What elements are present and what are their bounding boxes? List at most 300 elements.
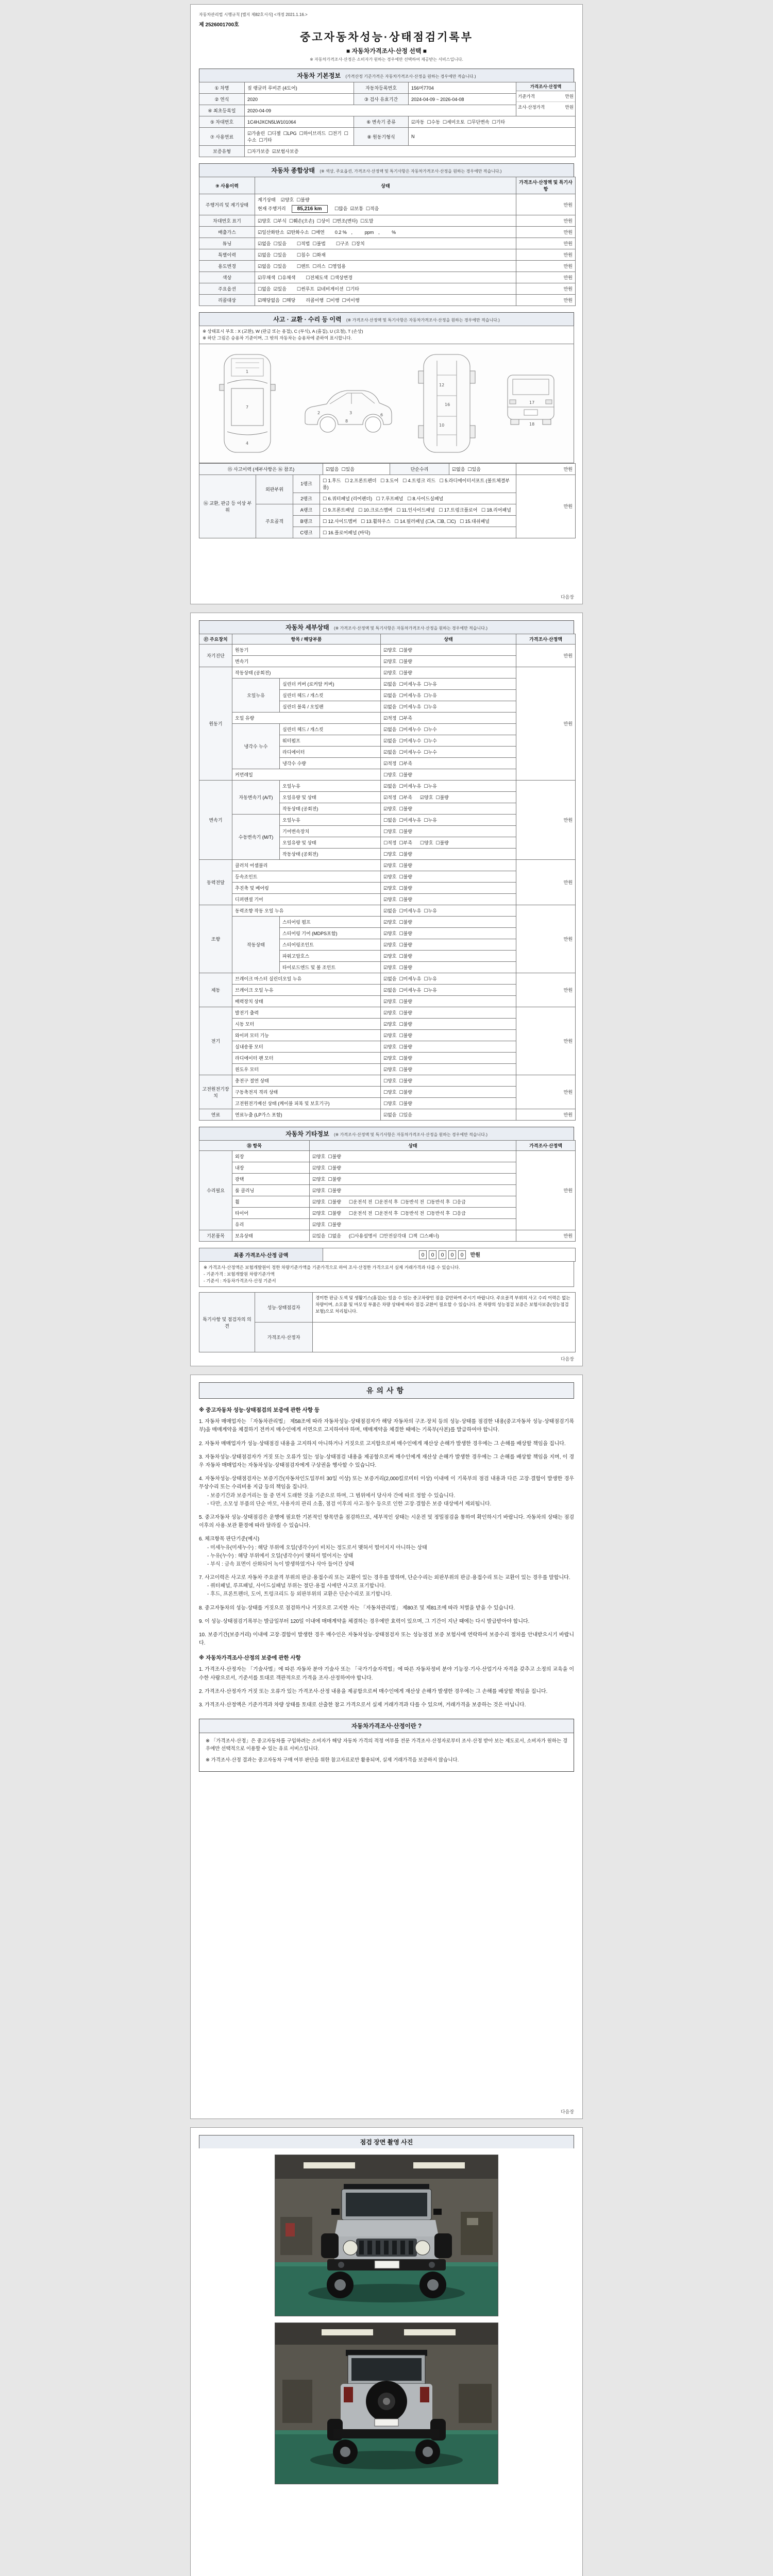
detail-row [199, 1109, 576, 1121]
etc-info-table [199, 1140, 576, 1242]
detail-row [199, 667, 576, 679]
col-price-note: 가격조사·산정액 및 특기사항 [516, 177, 576, 194]
opinion-author-label: 가격조사·산정자 [255, 1323, 313, 1352]
notice-sub-text: - 후드, 프론트펜더, 도어, 트렁크리드 등 외판부위의 교환은 단순수리로 표기합니다. [207, 1591, 392, 1598]
state-cell: ☑양호 ☐불량 [310, 1174, 516, 1185]
transmission-value: ☑자동 ☐수동 ☐세미오토 ☐무단변속 ☐기타 [409, 116, 576, 128]
state-cell: ☑양호 ☐불량 [381, 894, 516, 905]
state-cell: ☑양호 ☐불량 [381, 645, 516, 656]
price-digit: 0 [429, 1250, 436, 1259]
state-cell: ☐적정 ☐부족 ☐양호 ☐불량 [381, 837, 516, 849]
detail-section-bar [199, 620, 574, 634]
overall-row [199, 227, 576, 238]
page-2 [190, 613, 583, 1366]
state-cell: ☑양호 ☐불량 [381, 928, 516, 939]
usage-history-label: 주요옵션 [199, 283, 255, 295]
overall-section-note: (※ 색상, 주요옵션, 가격조사·산정액 및 특기사항은 자동차가격조사·산정을 원하는 경우에만 적습니다.) [320, 169, 502, 174]
vehicle-name-label: ① 차명 [199, 82, 245, 94]
document-number: 제 2526001700호 [199, 22, 239, 28]
price-cell: 만원 [516, 249, 576, 261]
item-label: 고전원전기배선 상태 (케이블 피복 및 보호기구) [232, 1098, 381, 1109]
state-cell: ☑해당없음 ☐해당 리콜이행 ☐이행 ☐미이행 [255, 295, 516, 306]
pricing-notice-item [199, 1701, 574, 1709]
price-cell: 만원 [516, 905, 576, 973]
state-cell: ☑적정 ☐부족 [381, 713, 516, 724]
svg-text:8: 8 [345, 418, 348, 423]
detail-row [199, 973, 576, 985]
detail-row [199, 905, 576, 917]
parts-group-label: 외판부위 [256, 474, 293, 504]
price-box-value: 만원 [565, 105, 574, 110]
notice-item [199, 1631, 574, 1648]
rank-label: B랭크 [293, 515, 320, 527]
item-label: 충전구 절연 상태 [232, 1075, 381, 1087]
price-cell: 만원 [516, 860, 576, 905]
state-cell: ☑양호 ☐불량 [381, 939, 516, 951]
etc-item-label: 외장 [232, 1151, 310, 1162]
photos-section-bar [199, 2135, 574, 2148]
price-cell: 만원 [516, 474, 576, 538]
overall-row [199, 295, 576, 306]
notice-item [199, 1418, 574, 1434]
parts-list: ☐ 1.후드 ☐ 2.프론트펜더 ☐ 3.도어 ☐ 4.트렁크 리드 ☐ 5.라디에이터서포트 (볼트체결부품) [320, 474, 516, 493]
basic-price-box [516, 82, 576, 116]
state-cell: ☐양호 ☐불량 [381, 769, 516, 781]
pricing-notice-text: 3. 가격조사·산정액은 기준가격과 차량 상태를 토대로 산출한 참고 가격으로서 실제 거래가격과 다를 수 있으며, 거래가격을 보증하는 것은 아닙니다. [199, 1702, 526, 1708]
overall-row [199, 272, 576, 283]
item-label: 변속기 [232, 656, 381, 667]
next-page-indicator: 다음장 [560, 1357, 574, 1362]
svg-text:7: 7 [245, 404, 248, 410]
notice-text: 7. 사고이력은 사고로 자동차 주요골격 부위의 판금·용접수리 또는 교환이 있는 경우를 말하며, 단순수리는 외판부위의 판금·용접수리 또는 교환이 있는 경우를 말합니다. [199, 1575, 570, 1581]
price-note-line: - 기준서 : 자동차가격조사·산정 기준서 [204, 1278, 276, 1283]
item-label: 와이퍼 모터 기능 [232, 1030, 381, 1041]
fuel-value: ☑가솔린 ☐디젤 ☐LPG ☐하이브리드 ☐전기 ☐수소 ☐기타 [245, 128, 354, 146]
car-side-view-diagram [298, 349, 396, 457]
pricing-box-body [199, 1733, 574, 1771]
state-cell: ☑없음 ☐미세누유 ☐누유 [381, 985, 516, 996]
inspection-photo-rear [275, 2323, 498, 2484]
usage-history-label: 색상 [199, 272, 255, 283]
accident-history-row [199, 463, 576, 474]
opinion-text [313, 1323, 576, 1352]
state-cell: ☐양호 ☐불량 [381, 826, 516, 837]
state-cell: ☐양호 ☐불량 [381, 1098, 516, 1109]
parts-list: ☐ 12.사이드멤버 ☐ 13.휠하우스 ☐ 14.필러패널 (☐A, ☐B, ☐C) ☐ 15.대쉬패널 [320, 515, 516, 527]
item-label: 구동축전지 격리 상태 [232, 1087, 381, 1098]
etc-section-title: 자동차 기타정보 [285, 1130, 329, 1138]
accident-history-state: ☑없음 ☐있음 [323, 463, 390, 474]
svg-text:4: 4 [245, 440, 248, 446]
state-cell: ☐없음 ☐미세누유 ☐누유 [381, 815, 516, 826]
state-cell: ☑적정 ☐부족 ☑양호 ☐불량 [381, 792, 516, 803]
col-etc-item: ⑱ 항목 [199, 1141, 310, 1151]
notice-text: 10. 보증기간(보증거리) 이내에 고장·결함이 발생한 경우 매수인은 자동차성능·상태점검자 또는 성능점검 보증 보험사에 연락하여 보증수리 절차를 안내받으시기 바랍니다. [199, 1632, 574, 1647]
detail-state-table [199, 634, 576, 1121]
item-label: 시동 모터 [232, 1019, 381, 1030]
item-label: 오일유량 및 상태 [280, 837, 381, 849]
parts-list: ☐ 16.플로어패널 (바닥) [320, 527, 516, 538]
accident-section-note: (※ 가격조사·산정액 및 특기사항은 자동차가격조사·산정을 원하는 경우에만 적습니다.) [346, 318, 500, 323]
col-major-device: ⑰ 주요장치 [199, 634, 232, 645]
legend-line-1: ※ 상태표시 부호 : X (교환), W (판금 또는 용접), C (부식), A (흠집), U (요철), T (손상) [203, 329, 363, 334]
exchanged-parts-table [199, 474, 576, 538]
usage-history-label: 차대번호 표기 [199, 215, 255, 227]
device-subgroup-label: 수동변속기 (M/T) [232, 815, 280, 860]
price-digit: 0 [419, 1250, 427, 1259]
state-cell: ☑양호 ☐불량 [381, 656, 516, 667]
accident-history-table [199, 463, 576, 475]
rank-label: C랭크 [293, 527, 320, 538]
item-label: 파워고압호스 [280, 951, 381, 962]
vehicle-name-value: 짚 랭글러 루비콘 (4도어) [245, 82, 354, 94]
item-label: 타이로드엔드 및 볼 조인트 [280, 962, 381, 973]
inspection-photo-front [275, 2155, 498, 2316]
legend-line-2: ※ 하단 그림은 승용차 기준이며, 그 밖의 자동차는 승용차에 준하여 표시합니다. [203, 335, 352, 341]
state-cell: ☑양호 ☐불량 [381, 917, 516, 928]
device-group-label: 제동 [199, 973, 232, 1007]
item-label: 스티어링조인트 [280, 939, 381, 951]
state-cell: ☑없음 ☐미세누수 ☐누수 [381, 724, 516, 735]
state-cell: ☑없음 ☐미세누유 ☐누유 [381, 905, 516, 917]
page-3 [190, 1375, 583, 2119]
col-item-part: 항목 / 해당부품 [232, 634, 381, 645]
detail-row [199, 1007, 576, 1019]
opinion-section-label: 특기사항 및 점검자의 의견 [199, 1293, 255, 1352]
state-cell: ☑양호 ☐불량 [381, 951, 516, 962]
valid-label: ③ 검사 유효기간 [354, 94, 409, 105]
accident-price-cell: 만원 [516, 463, 576, 474]
state-cell: ☑없음 ☐미세누유 ☐누유 [381, 781, 516, 792]
fuel-label: ⑦ 사용연료 [199, 128, 245, 146]
basic-section-bar [199, 69, 574, 82]
pricing-box-line: ※ 「가격조사·산정」은 중고자동차를 구입하려는 소비자가 해당 자동차 가격의 적정 여부를 전문 가격조사·산정자로부터 조사·산정 받아 보는 제도로서, 소비자가 원하는 경우에만 선택적으로 이용할 수 있는 유료 서비스입니다. [206, 1738, 567, 1752]
state-cell: ☑무채색 ☐유채색 ☐전체도색 ☐색상변경 [255, 272, 516, 283]
notices-title: 유의사항 [199, 1382, 574, 1399]
first-reg-value: 2020-04-09 [245, 105, 516, 116]
final-price-row [199, 1248, 576, 1262]
device-group-label: 자기진단 [199, 645, 232, 667]
etc-row [199, 1151, 576, 1162]
item-label: 연료누출 (LP가스 포함) [232, 1109, 381, 1121]
pricing-notice-text: 2. 가격조사·산정자가 거짓 또는 오류가 있는 가격조사·산정 내용을 제공함으로써 매수인에게 재산상 손해가 발생한 경우에는 그 손해를 배상할 책임을 집니다. [199, 1688, 548, 1694]
col-etc-state: 상태 [310, 1141, 516, 1151]
state-cell: ☑없음 ☐있음 ☐침수 ☐화재 [255, 249, 516, 261]
etc-row [199, 1230, 576, 1242]
price-cell: 만원 [516, 645, 576, 667]
device-group-label: 조향 [199, 905, 232, 973]
valid-value: 2024-04-09 ~ 2026-04-08 [409, 94, 516, 105]
etc-item-label: 유리 [232, 1219, 310, 1230]
state-cell: ☑없음 ☐미세누수 ☐누수 [381, 747, 516, 758]
overall-row [199, 261, 576, 272]
state-cell: ☑없음 ☐미세누유 ☐누유 [381, 973, 516, 985]
accident-section-bar [199, 312, 574, 326]
price-cell: 만원 [516, 261, 576, 272]
item-label: 실내송풍 모터 [232, 1041, 381, 1053]
item-label: 스티어링 펌프 [280, 917, 381, 928]
basic-section-note: (가격산정 기준가격은 자동차가격조사·산정을 원하는 경우에만 적습니다.) [345, 74, 476, 79]
notice-text: 8. 중고자동차의 성능·상태를 거짓으로 점검하거나 거짓으로 고지한 자는 「자동차관리법」 제80조 및 제81조에 따라 처벌을 받을 수 있습니다. [199, 1605, 515, 1611]
state-cell: ☑없음 ☐있음 [381, 1109, 516, 1121]
parts-group-label: 주요골격 [256, 504, 293, 538]
document-subtitle: ■ 자동차가격조사·산정 선택 ■ [346, 47, 427, 55]
first-reg-label: ④ 최초등록일 [199, 105, 245, 116]
state-cell: ☑양호 ☐불량 [381, 1030, 516, 1041]
engine-type-value: N [409, 128, 576, 146]
state-cell: ☑양호 ☐불량 [381, 803, 516, 815]
basic-row-fuel [199, 128, 576, 146]
price-digit: 0 [439, 1250, 446, 1259]
page-4 [190, 2127, 583, 2576]
state-cell: ☑일산화탄소 ☑탄화수소 ☐매연 0.2 %ㅤ,ㅤ ppmㅤ,ㅤ % [255, 227, 516, 238]
price-box-value: 만원 [565, 94, 574, 99]
state-cell: ☑있음 ☐없음 (☐사용설명서 ☐안전삼각대 ☐잭 ☐스패너) [310, 1230, 516, 1242]
device-subgroup-label: 오일누유 [232, 679, 280, 713]
svg-text:3: 3 [349, 410, 352, 415]
state-cell: ☑없음 ☐있음 ☐적법 ☐불법 ☐구조 ☐장치 [255, 238, 516, 249]
price-box-label: 조사·산정가격 [518, 105, 545, 110]
opinion-text: 경미한 판금·도색 및 생활기스(흠집)는 있을 수 있는 중고차량인 점을 감안하여 주시기 바랍니다. 주요골격 부위의 사고 수리 이력은 없는 차량이며, 소모품 및 마모성 부품은 차량 상태에 따라 점검·교환이 필요할 수 있습니다. 본 차량의 성능점검 보증은 보험사보증(성능점검보험)으로 처리됩니다. [313, 1293, 576, 1323]
overall-row [199, 215, 576, 227]
item-label: 오일누유 [280, 815, 381, 826]
notice-text: 4. 자동차성능·상태점검자는 보증기간(자동차인도일부터 30일 이상) 또는 보증거리(2,000킬로미터 이상) 이내에 이 기록부의 점검 내용과 다른 고장·결함이 발생한 경우 무상수리 또는 수리비용 지급 등의 책임을 집니다. [199, 1476, 574, 1490]
item-label: 배력장치 상태 [232, 996, 381, 1007]
notice-text: 9. 이 성능·상태점검기록부는 발급일부터 120일 이내에 매매계약을 체결하는 경우에만 효력이 있으며, 그 기간이 지난 때에는 다시 발급받아야 합니다. [199, 1618, 530, 1624]
item-label: 실린더 헤드 / 개스킷 [280, 690, 381, 701]
detail-section-note: (※ 가격조사·산정액 및 특기사항은 자동차가격조사·산정을 원하는 경우에만 적습니다.) [333, 626, 488, 631]
item-label: 워터펌프 [280, 735, 381, 747]
col-detail-state: 상태 [381, 634, 516, 645]
state-cell: ☑양호 ☐불량 [381, 996, 516, 1007]
device-subgroup-label: 자동변속기 (A/T) [232, 781, 280, 815]
pricing-notice-item [199, 1688, 574, 1696]
opinion-row [199, 1293, 576, 1323]
state-cell: ☐없음 ☑있음 ☐썬루프 ☑네비게이션 ☐기타 [255, 283, 516, 295]
price-cell: 만원 [516, 238, 576, 249]
notice-sub-text: - 누유(누수) : 해당 부위에서 오일(냉각수)이 맺혀서 떨어지는 상태 [207, 1553, 354, 1559]
svg-text:6: 6 [380, 412, 383, 417]
notice-item [199, 1440, 574, 1448]
etc-section-note: (※ 가격조사·산정액 및 특기사항은 자동차가격조사·산정을 원하는 경우에만 적습니다.) [333, 1132, 488, 1137]
pricing-box-title: 자동차가격조사·산정이란 ? [199, 1719, 574, 1733]
page-1 [190, 4, 583, 604]
transmission-label: ⑥ 변속기 종류 [354, 116, 409, 128]
price-cell: 만원 [516, 215, 576, 227]
price-box-rows [516, 91, 575, 112]
device-group-label: 원동기 [199, 667, 232, 781]
item-label: 동력조향 작동 오일 누유 [232, 905, 381, 917]
state-cell: ☐양호 ☐불량 [381, 1075, 516, 1087]
item-label: 작동상태 (공회전) [280, 803, 381, 815]
item-label: 실린더 블록 / 오일팬 [280, 701, 381, 713]
final-price-table [199, 1248, 576, 1262]
exchanged-parts-section-label: ⑯ 교환, 판금 등 이상 부위 [199, 474, 256, 538]
device-group-label: 변속기 [199, 781, 232, 860]
item-label: 윈도우 모터 [232, 1064, 381, 1075]
state-cell: ☑양호 ☐불량 [381, 871, 516, 883]
state-cell: ☑양호 ☐불량 [381, 1041, 516, 1053]
svg-text:16: 16 [444, 402, 450, 407]
year-label: ② 연식 [199, 94, 245, 105]
photos-section-title: 점검 장면 촬영 사진 [360, 2139, 413, 2146]
gauge-state-line: 계기상태 ☑양호 ☐불량 [258, 197, 310, 202]
parts-row [199, 474, 576, 493]
overall-row [199, 194, 576, 215]
item-label: 등속조인트 [232, 871, 381, 883]
pricing-notice-list [199, 1666, 574, 1709]
year-value: 2020 [245, 94, 354, 105]
device-group-label: 동력전달 [199, 860, 232, 905]
state-cell: ☑양호 ☐불량 [381, 1064, 516, 1075]
car-plan-view-diagram [209, 349, 286, 457]
notice-item [199, 1604, 574, 1613]
notice-text: 6. 체크항목 판단기준(예시) [199, 1536, 260, 1543]
state-cell: ☑양호 ☐불량 ☐운전석 전 ☐운전석 후 ☐동반석 전 ☐동반석 후 ☐응급 [310, 1208, 516, 1219]
price-cell: 만원 [516, 1109, 576, 1121]
usage-history-label: 리콜대상 [199, 295, 255, 306]
price-cell: 만원 [516, 1075, 576, 1109]
notice-sub-text: - 미세누유(미세누수) : 해당 부위에 오일(냉각수)이 비치는 정도로서 맺혀서 떨어지지 아니하는 상태 [207, 1545, 427, 1551]
next-page-indicator: 다음장 [560, 2109, 574, 2115]
notice-sub-text: - 보증기간과 보증거리는 둘 중 먼저 도래한 것을 기준으로 하며, 그 범위에서 당사자 간에 따로 정할 수 있습니다. [207, 1493, 456, 1499]
pricing-notice-heading: ※ 자동차가격조사·산정의 보증에 관한 사항 [199, 1655, 301, 1662]
col-state: 상태 [255, 177, 516, 194]
pricing-explainer-box [199, 1719, 574, 1772]
state-cell: ☑양호 ☐부식 ☐훼손(오손) ☐상이 ☐변조(변타) ☐도말 [255, 215, 516, 227]
item-label: 기어변속장치 [280, 826, 381, 837]
subtitle-note: ※ 자동차가격조사·산정은 소비자가 원하는 경우에만 선택하여 제공받는 서비스입니다. [310, 57, 463, 62]
state-cell: ☑양호 ☐불량 [381, 860, 516, 871]
jeep-rear-photo-illustration [275, 2323, 498, 2484]
basic-section-title: 자동차 기본정보 [297, 72, 341, 79]
price-note-line: - 기준가격 : 보험개발원 차량기준가액 [204, 1271, 275, 1277]
item-label: 브레이크 오일 누유 [232, 985, 381, 996]
notice-sub-text: - 다만, 소모성 부품의 단순 마모, 사용자의 관리 소홀, 점검 이후의 사고·침수 등으로 인한 고장·결함은 보증 대상에서 제외됩니다. [207, 1501, 492, 1507]
notice-item [199, 1535, 574, 1569]
etc-section-bar [199, 1127, 574, 1140]
notice-text: 1. 자동차 매매업자는 「자동차관리법」 제58조에 따라 자동차성능·상태점검자가 해당 자동차의 구조·장치 등의 성능·상태를 점검한 내용(중고자동차 성능·상태점검기록부)을 매매계약을 체결하기 전까지 매수인에게 서면으로 고지하여야 하며, 매매계약을 체결한 때에는 기록부(사본)를 발급하여야 합니다. [199, 1419, 574, 1433]
notice-item [199, 1618, 574, 1626]
car-damage-diagram [199, 344, 574, 463]
notices-intro: ※ 중고자동차 성능·상태점검의 보증에 관한 사항 등 [199, 1407, 320, 1414]
svg-text:10: 10 [439, 422, 444, 428]
state-cell: ☑양호 ☐불량 [310, 1219, 516, 1230]
simple-repair-state: ☑없음 ☐있음 [449, 463, 516, 474]
odometer-value: 85,216 km [292, 205, 328, 213]
price-basis-notes [199, 1262, 574, 1287]
notice-text: 5. 중고자동차 성능·상태점검은 운행에 필요한 기본적인 항목만을 점검하므로, 세부적인 상태는 시운전 및 정밀점검을 통하여 확인하시기 바랍니다. 자동차의 상태는 점검 이후의 사용·보관 환경에 따라 달라질 수 있습니다. [199, 1514, 574, 1529]
pricing-box-line: ※ 가격조사·산정 결과는 중고자동차 구매 여부 판단을 위한 참고자료로만 활용되며, 실제 거래가격을 보증하지 않습니다. [206, 1757, 459, 1763]
item-label: 추진축 및 베어링 [232, 883, 381, 894]
svg-text:1: 1 [245, 369, 248, 374]
price-cell: 만원 [516, 295, 576, 306]
notice-text: 2. 자동차 매매업자가 성능·상태점검 내용을 고지하지 아니하거나 거짓으로 고지함으로써 매수인에게 재산상 손해가 발생한 경우에는 그 손해를 배상할 책임을 집니다. [199, 1440, 566, 1447]
regno-label: 자동차등록번호 [354, 82, 409, 94]
opinion-row [199, 1323, 576, 1352]
next-page-indicator: 다음장 [560, 595, 574, 600]
final-price-unit: 만원 [470, 1252, 480, 1258]
state-cell: ☑없음 ☐있음 ☐렌트 ☐리스 ☐영업용 [255, 261, 516, 272]
etc-group-label: 기본품목 [199, 1230, 232, 1242]
usage-history-label: 주행거리 및 계기상태 [199, 194, 255, 215]
state-cell: ☑없음 ☐미세누수 ☐누수 [381, 735, 516, 747]
state-cell [255, 194, 516, 215]
state-cell: ☑양호 ☐불량 [381, 883, 516, 894]
document-title: 중고자동차성능·상태점검기록부 [300, 31, 473, 43]
item-label: 실린더 커버 (로커암 커버) [280, 679, 381, 690]
item-label: 라디에이터 팬 모터 [232, 1053, 381, 1064]
price-cell: 만원 [516, 227, 576, 238]
etc-item-label: 룸 클리닝 [232, 1185, 310, 1196]
warranty-label: 보증유형 [199, 146, 245, 157]
state-cell: ☑양호 ☐불량 [310, 1162, 516, 1174]
state-cell: ☑적정 ☐부족 [381, 758, 516, 769]
etc-item-label: 내장 [232, 1162, 310, 1174]
price-cell: 만원 [516, 283, 576, 295]
accident-section-title: 사고 · 교환 · 수리 등 이력 [273, 316, 342, 323]
notice-sub-text: - 쿼터패널, 루프패널, 사이드실패널 부위는 절단·용접 시에만 사고로 표기합니다. [207, 1583, 386, 1589]
overall-header-row [199, 177, 576, 194]
col-usage-history: ⑨ 사용이력 [199, 177, 255, 194]
price-box-label: 기준가격 [518, 94, 535, 99]
etc-item-label: 휠 [232, 1196, 310, 1208]
price-digit: 0 [448, 1250, 456, 1259]
state-cell: ☑없음 ☐미세누유 ☐누유 [381, 679, 516, 690]
rank-label: 1랭크 [293, 474, 320, 493]
svg-text:12: 12 [439, 382, 444, 387]
usage-history-label: 배출가스 [199, 227, 255, 238]
pricing-notice-item [199, 1666, 574, 1682]
etc-item-label: 타이어 [232, 1208, 310, 1219]
parts-list: ☐ 6.쿼터패널 (리어펜더) ☐ 7.루프패널 ☐ 8.사이드실패널 [320, 493, 516, 504]
rank-label: 2랭크 [293, 493, 320, 504]
simple-repair-label: 단순수리 [390, 463, 449, 474]
item-label: 클러치 어셈블리 [232, 860, 381, 871]
vin-value: 1C4HJXCN5LW101064 [245, 116, 354, 128]
warranty-value: ☐자가보증 ☑보험사보증 [245, 146, 576, 157]
basic-info-table [199, 82, 576, 157]
item-label: 오일유량 및 상태 [280, 792, 381, 803]
etc-header-row [199, 1141, 576, 1151]
etc-item-label: 광택 [232, 1174, 310, 1185]
notice-item [199, 1475, 574, 1509]
opinion-author-label: 성능·상태점검자 [255, 1293, 313, 1323]
basic-row-warranty [199, 146, 576, 157]
state-cell: ☑양호 ☐불량 [381, 1019, 516, 1030]
overall-row [199, 249, 576, 261]
usage-history-label: 특별이력 [199, 249, 255, 261]
car-underbody-diagram [408, 349, 485, 457]
odometer-line [258, 205, 513, 213]
price-cell: 만원 [516, 1151, 576, 1230]
etc-group-label: 수리필요 [199, 1151, 232, 1230]
jeep-front-photo-illustration [275, 2155, 498, 2316]
state-cell: ☑양호 ☐불량 [381, 1007, 516, 1019]
state-cell: ☑양호 ☐불량 ☐운전석 전 ☐운전석 후 ☐동반석 전 ☐동반석 후 ☐응급 [310, 1196, 516, 1208]
notice-sub-text: - 부식 : 금속 표면이 산화되어 녹이 발생하였거나 삭아 들어간 상태 [207, 1561, 355, 1567]
device-group-label: 전기 [199, 1007, 232, 1075]
price-box-row [516, 102, 575, 112]
state-cell: ☑양호 ☐불량 [381, 1053, 516, 1064]
price-cell: 만원 [516, 781, 576, 860]
item-label: 실린더 헤드 / 개스킷 [280, 724, 381, 735]
device-group-label: 연료 [199, 1109, 232, 1121]
overall-section-title: 자동차 종합상태 [271, 167, 315, 174]
regno-value: 156머7704 [409, 82, 516, 94]
overall-section-bar [199, 163, 574, 177]
item-label: 오일 유량 [232, 713, 381, 724]
